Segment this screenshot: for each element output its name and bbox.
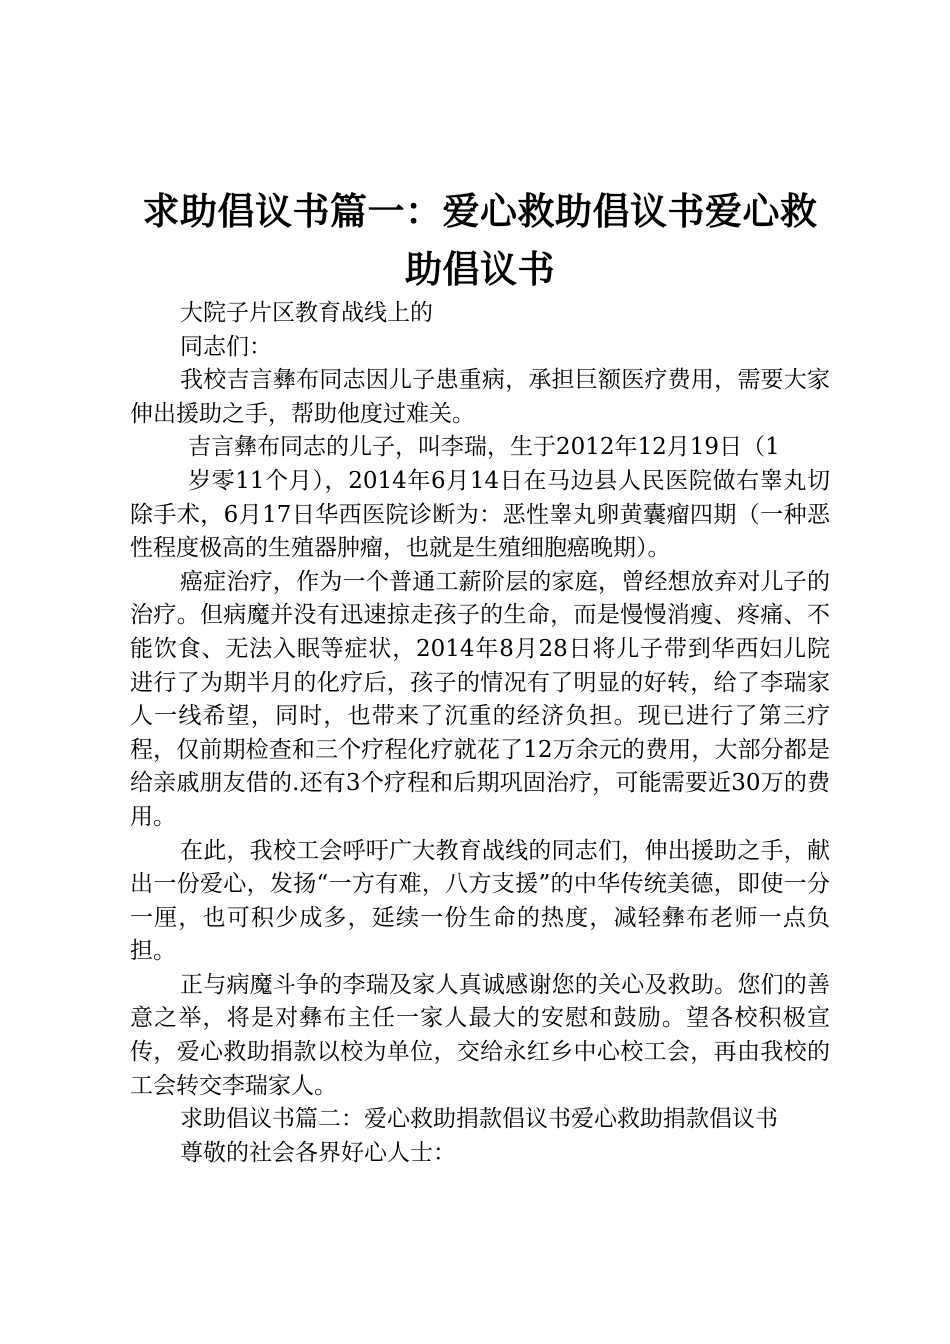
paragraph-intro: 我校吉言彝布同志因儿子患重病，承担巨额医疗费用，需要大家伸出援助之手，帮助他度过难关。	[130, 367, 830, 427]
paragraph-section-two-salutation: 尊敬的社会各界好心人士：	[180, 1139, 456, 1166]
document-body	[130, 297, 830, 1170]
paragraph-child-info: 吉言彝布同志的儿子，叫李瑞，生于2012年12月19日（1	[188, 434, 780, 461]
paragraph-salutation-1: 大院子片区教育战线上的	[180, 300, 433, 326]
paragraph-salutation-2: 同志们：	[180, 333, 272, 360]
paragraph-treatment: 癌症治疗，作为一个普通工薪阶层的家庭，曾经想放弃对儿子的治疗。但病魔并没有迅速掠走孩子的生命，而是慢慢消瘦、疼痛、不能饮食、无法入眠等症状，2014年8月28日将儿子带到华西妇儿院进行了为期半月的化疗后，孩子的情况有了明显的好转，给了李瑞家人一线希望，同时，也带来了沉重的经济负担。现已进行了第三疗程，仅前期检查和三个疗程化疗就花了12万余元的费用，大部分都是给亲戚朋友借的.还有3个疗程和后期巩固治疗，可能需要近30万的费用。	[130, 568, 830, 830]
paragraph-thanks: 正与病魔斗争的李瑞及家人真诚感谢您的关心及救助。您们的善意之举，将是对彝布主任一家人最大的安慰和鼓励。望各校积极宣传，爱心救助捐款以校为单位，交给永红乡中心校工会，再由我校的工会转交李瑞家人。	[130, 971, 830, 1099]
paragraph-diagnosis: 岁零11个月），2014年6月14日在马边县人民医院做右睾丸切除手术，6月17日华西医院诊断为：恶性睾丸卵黄囊瘤四期（一种恶性程度极高的生殖器肿瘤，也就是生殖细胞癌晚期）。	[130, 467, 830, 562]
document-title: 求助倡议书篇一：爱心救助倡议书爱心救助倡议书	[142, 190, 818, 291]
paragraph-section-two-title: 求助倡议书篇二：爱心救助捐款倡议书爱心救助捐款倡议书	[180, 1106, 778, 1133]
paragraph-appeal: 在此，我校工会呼吁广大教育战线的同志们，伸出援助之手，献出一份爱心，发扬“一方有难，八方支援”的中华传统美德，即使一分一厘，也可积少成多，延续一份生命的热度，减轻彝布老师一点负担。	[130, 837, 830, 965]
